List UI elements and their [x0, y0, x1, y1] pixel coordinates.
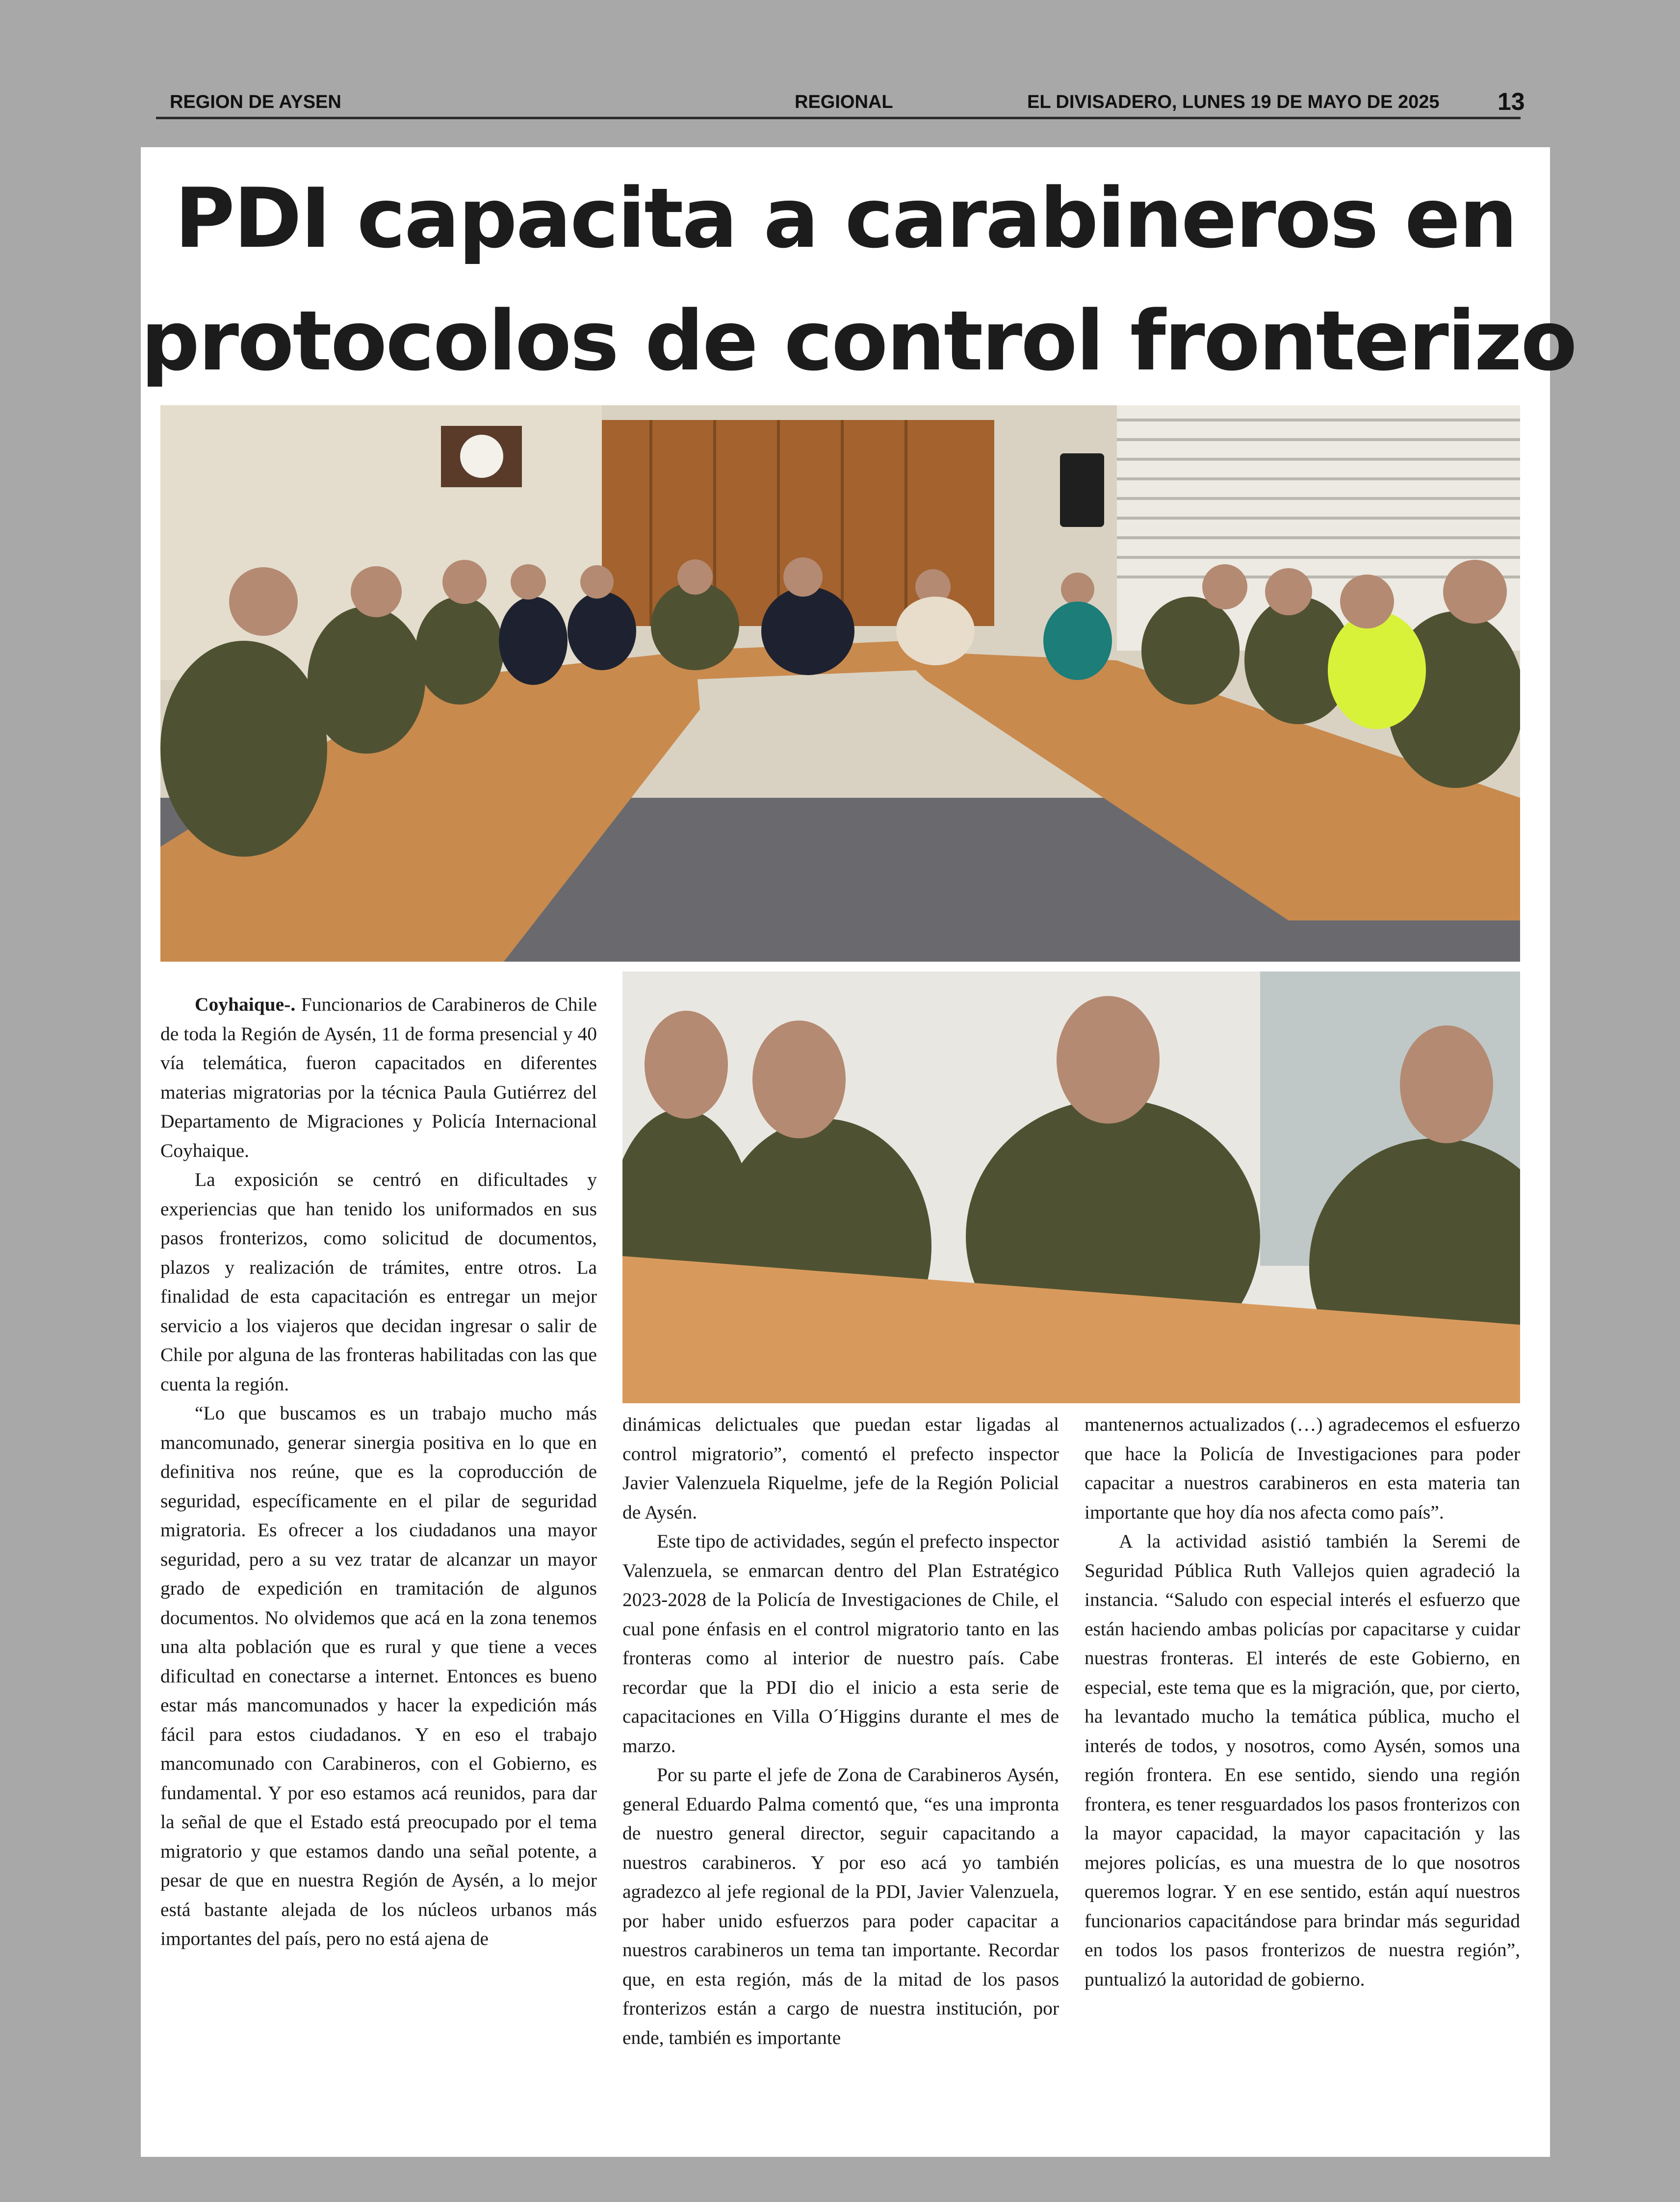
- article-paragraph: Por su parte el jefe de Zona de Carabineros Aysén, general Eduardo Palma comentó que, “es una impronta de nuestro general director, seguir capacitando a nuestros carabineros. Y por eso acá yo también agradezco al jefe regional de la PDI, Javier Valenzuela, por haber unido esfuerzos para poder capacitar a nuestros carabineros un tema tan importante. Recordar que, en esta región, más de la mitad de los pasos fronterizos están a cargo de nuestra institución, por ende, también es importante: [622, 1764, 1059, 2048]
- page-header: [156, 82, 1525, 119]
- article-paragraph: “Lo que buscamos es un trabajo mucho más mancomunado, generar sinergia positiva en lo que en definitiva nos reúne, que es la coproducción de seguridad, específicamente en el pilar de seguridad migratoria. Es ofrecer a los ciudadanos una mayor seguridad, pero a su vez tratar de alcanzar un mayor grado de expedición en tramitación de algunos documentos. No olvidemos que acá en la zona tenemos una alta población que es rural y que tiene a veces dificultad en conectarse a internet. Entonces es bueno estar más mancomunados y hacer la expedición más fácil para estos ciudadanos. Y en eso el trabajo mancomunado con Carabineros, con el Gobierno, es fundamental. Y por eso estamos acá reunidos, para dar la señal de que el Estado está preocupado por el tema migratorio y que estamos dando una señal potente, a pesar de que en nuestra Región de Aysén, a lo mejor está bastante alejada de los núcleos urbanos más importantes del país, pero no está ajena de: [160, 1402, 597, 1949]
- article-column-2: [622, 1410, 1059, 2052]
- main-photo: [160, 405, 1520, 962]
- article-paragraph: La exposición se centró en dificultades y experiencias que han tenido los uniformados en sus pasos fronterizos, como solicitud de documentos, plazos y realización de trámites, entre otros. La finalidad de esta capacitación es entregar un mejor servicio a los viajeros que decidan ingresar o salir de Chile por alguna de las fronteras habilitadas con las que cuenta la región.: [160, 1169, 597, 1395]
- newspaper-page: [141, 147, 1576, 2157]
- article-column-1: [160, 990, 597, 1954]
- section-label: REGION DE AYSEN: [170, 92, 341, 112]
- article-paragraph: mantenernos actualizados (…) agradecemos el esfuerzo que hace la Policía de Investigaciones para poder capacitar a nuestros carabineros en esta materia tan importante que hoy día nos afecta como país”.: [1085, 1414, 1520, 1523]
- headline-line-2: protocolos de control fronterizo: [141, 293, 1576, 389]
- issue-date: EL DIVISADERO, LUNES 19 DE MAYO DE 2025: [1027, 92, 1440, 112]
- article-paragraph: A la actividad asistió también la Seremi de Seguridad Pública Ruth Vallejos quien agradeció la instancia. “Saludo con especial interés el esfuerzo que están haciendo ambas policías por capacitarse y cuidar nuestras fronteras. El interés de este Gobierno, en especial, este tema que es la migración, que, por cierto, ha levantado mucho la temática pública, mucho el interés de todos, y nosotros, como Aysén, somos una región frontera. En ese sentido, siendo una región frontera, es tener resguardados los pasos fronterizos con la mayor capacidad, la mayor capacitación y las mejores policías, es una muestra de lo que nosotros queremos lograr. Y en ese sentido, están aquí nuestros funcionarios capacitándose para brindar más seguridad en todos los pasos fronterizos de nuestra región”, puntualizó la autoridad de gobierno.: [1085, 1530, 1520, 1990]
- article-column-3: [1085, 1410, 1520, 1994]
- article-paragraph: Este tipo de actividades, según el prefecto inspector Valenzuela, se enmarcan dentro del Plan Estratégico 2023-2028 de la Policía de Investigaciones de Chile, el cual pone énfasis en el control migratorio tanto en las fronteras como al interior de nuestro país. Cabe recordar que la PDI dio el inicio a esta serie de capacitaciones en Villa O´Higgins durante el mes de marzo.: [622, 1530, 1059, 1756]
- section-category: REGIONAL: [795, 92, 893, 112]
- page-number: 13: [1498, 88, 1525, 115]
- headline: [141, 157, 1576, 402]
- article-paragraph: Coyhaique-. Funcionarios de Carabineros de Chile de toda la Región de Aysén, 11 de forma presencial y 40 vía telemática, fueron capacitados en diferentes materias migratorias por la técnica Paula Gutiérrez del Departamento de Migraciones y Policía Internacional Coyhaique.: [160, 994, 597, 1161]
- dateline: Coyhaique-.: [195, 994, 296, 1015]
- headline-line-1: PDI capacita a carabineros en: [174, 170, 1517, 266]
- article-paragraph: dinámicas delictuales que puedan estar ligadas al control migratorio”, comentó el prefecto inspector Javier Valenzuela Riquelme, jefe de la Región Policial de Aysén.: [622, 1414, 1059, 1523]
- secondary-photo: [622, 971, 1520, 1403]
